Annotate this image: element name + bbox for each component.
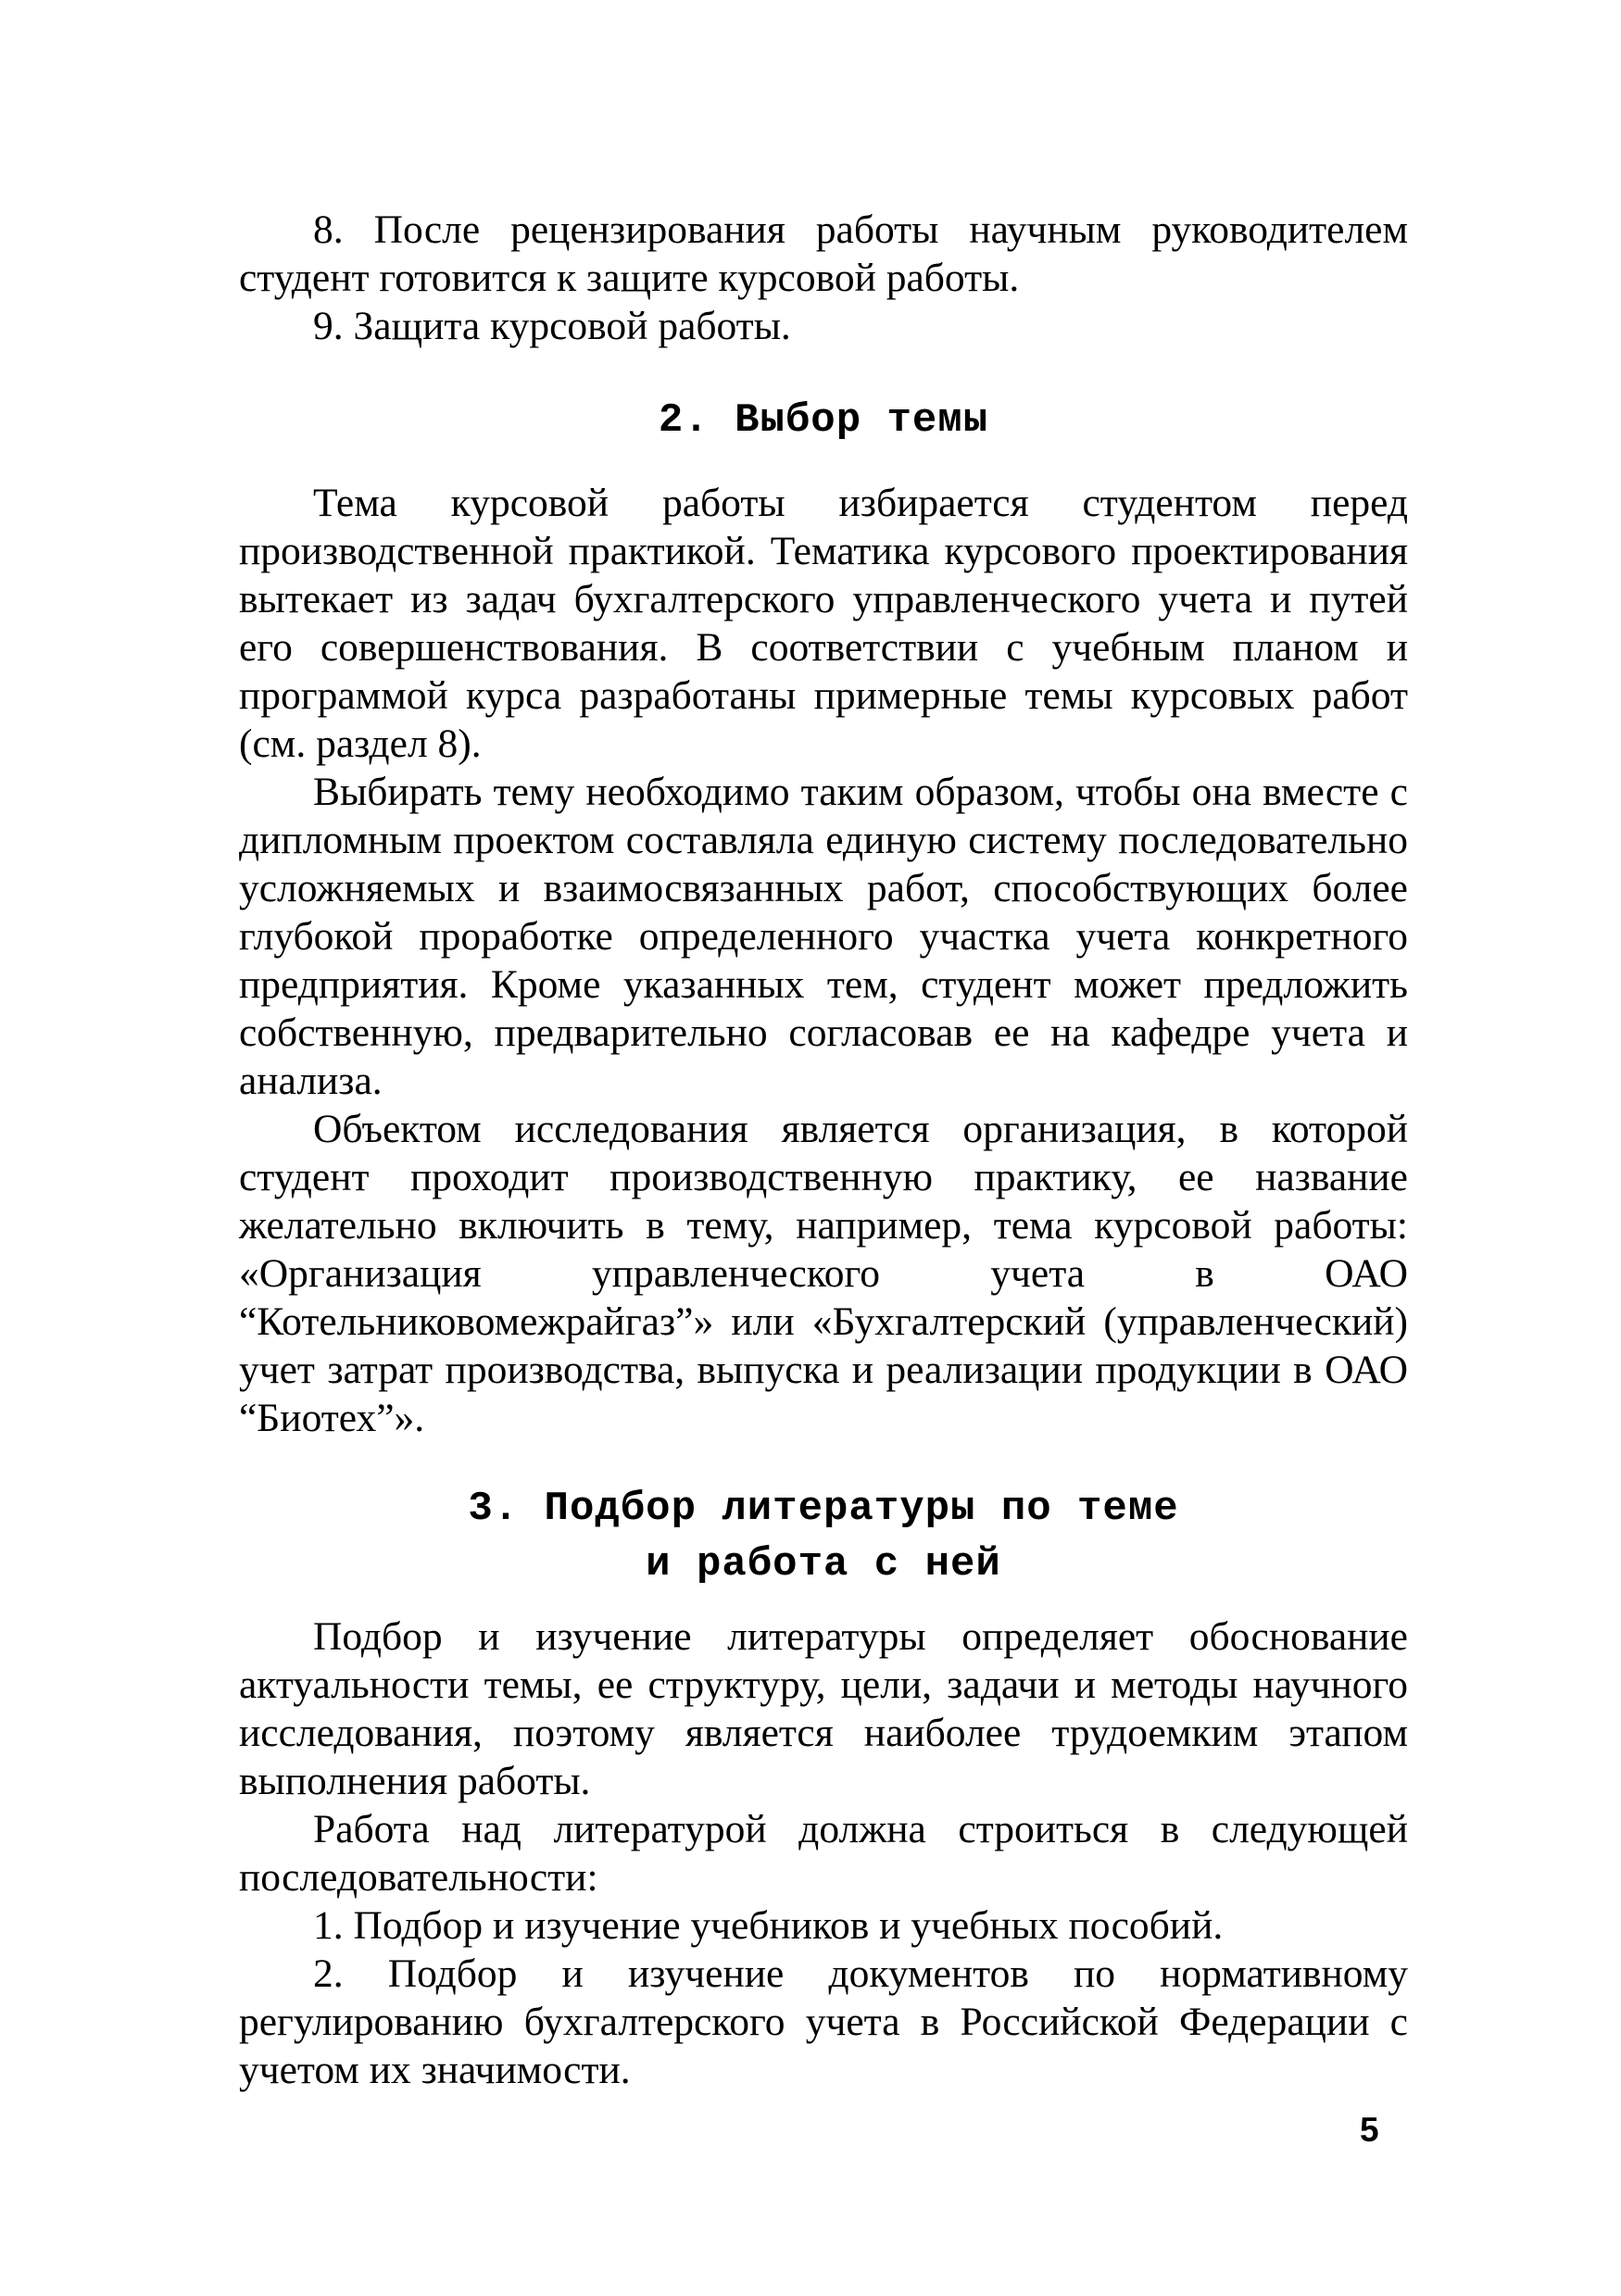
section-3-list-item-1: 1. Подбор и изучение учебников и учебных пособий. [313, 1903, 1224, 1948]
section-2-heading: 2. Выбор темы [658, 397, 989, 444]
section-3-heading-line-1: 3. Подбор литературы по теме [468, 1486, 1179, 1532]
step-8-paragraph: 8. После рецензирования работы научным руководителем студент готовится к защите курсовой работы. [239, 207, 1408, 300]
step-9-paragraph: 9. Защита курсовой работы. [313, 304, 791, 348]
section-2-paragraph-1: Тема курсовой работы избирается студентом перед производственной практикой. Тематика курсового проектирования вытекает из задач бухгалтерского управленческого учета и путей его совершенствования. В соответствии с учебным планом и программой курса разработаны примерные темы курсовых работ (см. раздел 8). [239, 481, 1408, 766]
section-3-list-item-2: 2. Подбор и изучение документов по нормативному регулированию бухгалтерского учета в Российской Федерации с учетом их значимости. [239, 1951, 1408, 2092]
section-3-paragraph-2: Работа над литературой должна строиться в следующей последовательности: [239, 1807, 1408, 1900]
section-3-paragraph-1: Подбор и изучение литературы определяет обоснование актуальности темы, ее структуру, цели, задачи и методы научного исследования, поэтому является наиболее трудоемким этапом выполнения работы. [239, 1614, 1408, 1803]
section-2-paragraph-3: Объектом исследования является организация, в которой студент проходит производственную практику, ее название желательно включить в тему, например, тема курсовой работы: «Организация управленческого учета в ОАО “Котельниковомежрайгаз”» или «Бухгалтерский (управленческий) учет затрат производства, выпуска и реализации продукции в ОАО “Биотех”». [239, 1107, 1408, 1440]
section-3-heading-line-2: и работа с ней [646, 1541, 1001, 1587]
section-3-heading [239, 1481, 1408, 1592]
page-number: 5 [1360, 2111, 1379, 2149]
page-body [239, 206, 1408, 2094]
section-2-paragraph-2: Выбирать тему необходимо таким образом, чтобы она вместе с дипломным проектом составляла единую систему последовательно усложняемых и взаимосвязанных работ, способствующих более глубокой проработке определенного участка учета конкретного предприятия. Кроме указанных тем, студент может предложить собственную, предварительно согласовав ее на кафедре учета и анализа. [239, 770, 1408, 1103]
